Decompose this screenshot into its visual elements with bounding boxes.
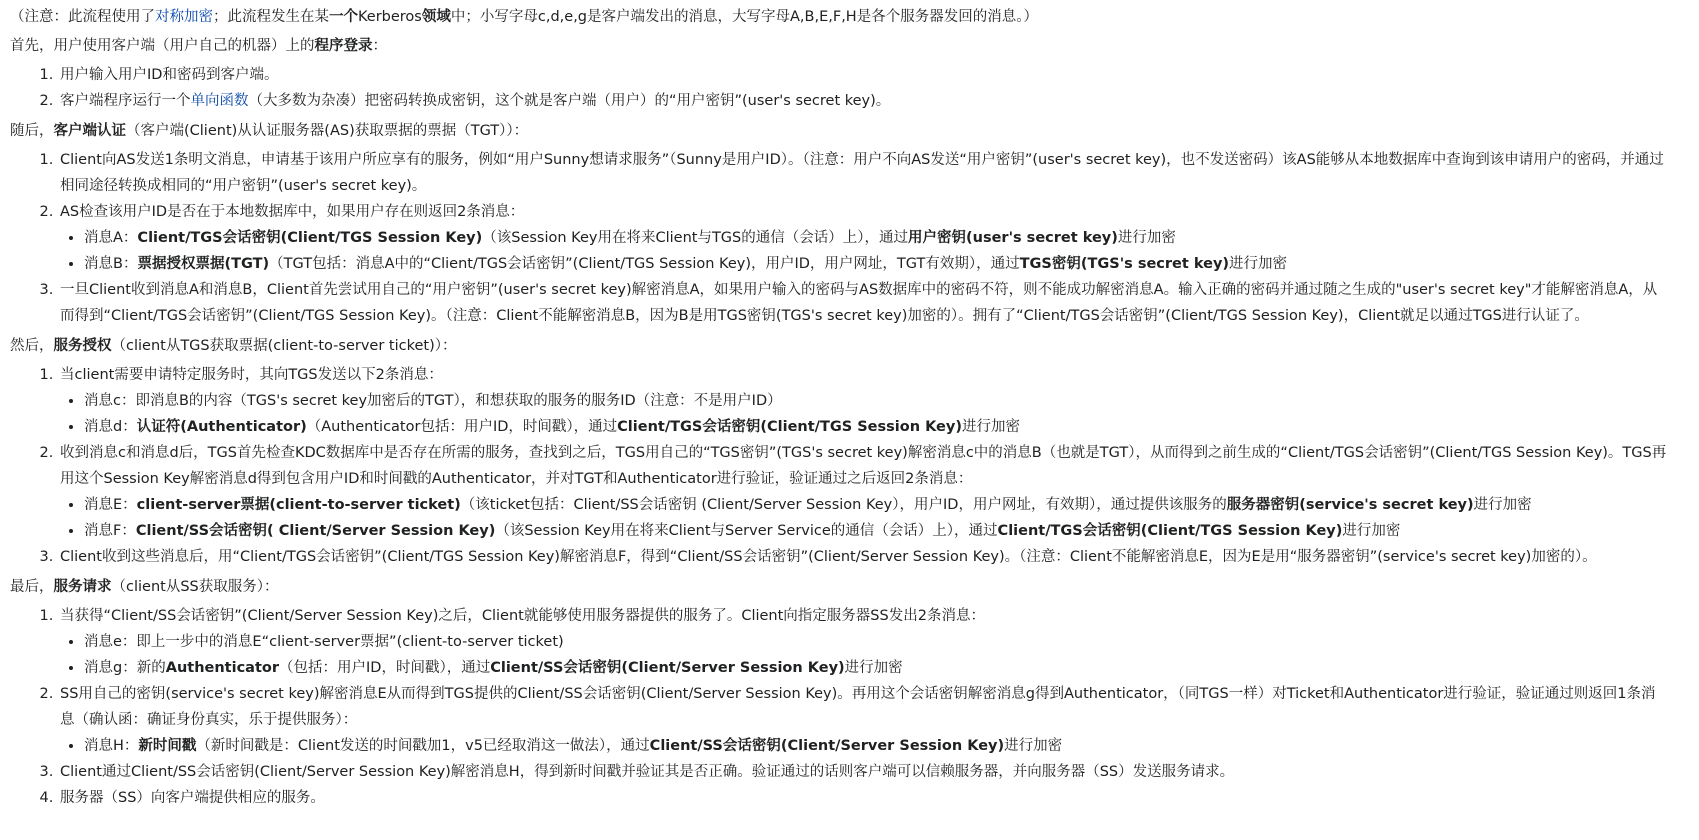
message-list (60, 388, 1669, 440)
item-text: SS用自己的密钥(service's secret key)解密消息E从而得到TGS提供的Client/SS会话密钥(Client/Server Session Key)。再用这个会话密钥解密消息g得到Authenticator，（同TGS一样）对Ticket和Authenticator进行验证，验证通过则返回1条消息（确认函：确证身份真实，乐于提供服务）： (60, 686, 1656, 728)
login-steps (10, 62, 1669, 114)
list-item: 3. Client收到这些消息后，用“Client/TGS会话密钥”(Client/TGS Session Key)解密消息F，得到“Client/SS会话密钥”(Client/Server Session Key)。（注意：Client不能解密消息E，因为E是用“服务器密钥”(service's secret key)加密的）。 (58, 544, 1669, 570)
list-item (58, 440, 1669, 544)
intro-text: ： (372, 38, 387, 54)
message-g: • 消息g：新的Authenticator（包括：用户ID，时间戳），通过Client/SS会话密钥(Client/Server Session Key)进行加密 (84, 655, 1669, 681)
intro-text: 最后， (10, 579, 54, 595)
intro-text: 然后， (10, 338, 54, 354)
list-item (58, 362, 1669, 440)
list-item (58, 88, 1669, 114)
item-text: （大多数为杂凑）把密码转换成密钥，这个就是客户端（用户）的“用户密钥”(user's secret key)。 (248, 93, 891, 109)
list-item: 1. 用户输入用户ID和密码到客户端。 (58, 62, 1669, 88)
note-text: （注意：此流程使用了 (10, 9, 155, 25)
intro-text: （客户端(Client)从认证服务器(AS)获取票据的票据（TGT））： (126, 123, 529, 139)
intro-text: （client从SS获取服务）： (111, 579, 279, 595)
list-item: 3. 一旦Client收到消息A和消息B，Client首先尝试用自己的“用户密钥”(user's secret key)解密消息A，如果用户输入的密码与AS数据库中的密码不符，则不能成功解密消息A。输入正确的密码并通过随之生成的"user's secret key"才能解密消息A，从而得到“Client/TGS会话密钥”(Client/TGS Session Key)。（注意：Client不能解密消息B，因为B是用TGS密钥(TGS's secret key)加密的）。拥有了“Client/TGS会话密钥”(Client/TGS Session Key)，Client就足以通过TGS进行认证了。 (58, 277, 1669, 329)
list-item: 3. Client通过Client/SS会话密钥(Client/Server Session Key)解密消息H，得到新时间戳并验证其是否正确。验证通过的话则客户端可以信赖服务器，并向服务器（SS）发送服务请求。 (58, 759, 1669, 785)
list-item (58, 603, 1669, 681)
message-list (60, 492, 1669, 544)
message-list (60, 629, 1669, 681)
section-service-auth-intro (10, 333, 1669, 359)
message-e-lower: • 消息e：即上一步中的消息E“client-server票据”(client-to-server ticket) (84, 629, 1669, 655)
service-auth-steps (10, 362, 1669, 570)
list-item (58, 199, 1669, 277)
client-auth-steps (10, 147, 1669, 329)
note-text: Kerberos (358, 9, 422, 25)
intro-text: 首先，用户使用客户端（用户自己的机器）上的 (10, 38, 315, 54)
item-text: AS检查该用户ID是否在于本地数据库中，如果用户存在则返回2条消息： (60, 204, 525, 220)
item-text: 收到消息c和消息d后，TGS首先检查KDC数据库中是否存在所需的服务，查找到之后，TGS用自己的“TGS密钥”(TGS's secret key)解密消息c中的消息B（也就是TGT），从而得到之前生成的“Client/TGS会话密钥”(Client/TGS Session Key)。TGS再用这个Session Key解密消息d得到包含用户ID和时间戳的Authenticator，并对TGT和Authenticator进行验证，验证通过之后返回2条消息： (60, 445, 1667, 487)
intro-text: （client从TGS获取票据(client-to-server ticket)）： (111, 338, 457, 354)
message-f: • 消息F：Client/SS会话密钥( Client/Server Session Key)（该Session Key用在将来Client与Server Service的通信（会话）上），通过Client/TGS会话密钥(Client/TGS Session Key)进行加密 (84, 518, 1669, 544)
service-request-steps (10, 603, 1669, 811)
list-item: 4. 服务器（SS）向客户端提供相应的服务。 (58, 785, 1669, 811)
note-text: ；此流程发生在某 (213, 9, 329, 25)
section-service-request-intro (10, 574, 1669, 600)
message-list (60, 225, 1669, 277)
section-heading-service-auth: 服务授权 (53, 338, 112, 354)
item-text: 当获得“Client/SS会话密钥”(Client/Server Session Key)之后，Client就能够使用服务器提供的服务了。Client向指定服务器SS发出2条消息： (60, 608, 985, 624)
symmetric-encryption-link[interactable]: 对称加密 (155, 9, 213, 25)
item-text: 客户端程序运行一个 (60, 93, 191, 109)
section-heading-service-request: 服务请求 (53, 579, 112, 595)
message-b: • 消息B：票据授权票据(TGT)（TGT包括：消息A中的“Client/TGS会话密钥”(Client/TGS Session Key)，用户ID，用户网址，TGT有效期），通过TGS密钥(TGS's secret key)进行加密 (84, 251, 1669, 277)
note-bold: 领域 (421, 9, 451, 25)
intro-text: 随后， (10, 123, 54, 139)
section-heading-login: 程序登录 (314, 38, 373, 54)
section-heading-client-auth: 客户端认证 (53, 123, 126, 139)
section-login-intro (10, 33, 1669, 59)
message-e-upper: • 消息E：client-server票据(client-to-server ticket)（该ticket包括：Client/SS会话密钥 (Client/Server Session Key），用户ID，用户网址，有效期），通过提供该服务的服务器密钥(service's secret key)进行加密 (84, 492, 1669, 518)
list-item: 1. Client向AS发送1条明文消息，申请基于该用户所应享有的服务，例如“用户Sunny想请求服务”（Sunny是用户ID）。（注意：用户不向AS发送“用户密钥”(user's secret key)，也不发送密码）该AS能够从本地数据库中查询到该申请用户的密码，并通过相同途径转换成相同的“用户密钥”(user's secret key)。 (58, 147, 1669, 199)
one-way-function-link[interactable]: 单向函数 (190, 93, 249, 109)
message-c: • 消息c：即消息B的内容（TGS's secret key加密后的TGT），和想获取的服务的服务ID（注意：不是用户ID） (84, 388, 1669, 414)
section-client-auth-intro (10, 118, 1669, 144)
message-d: • 消息d：认证符(Authenticator)（Authenticator包括：用户ID，时间戳），通过Client/TGS会话密钥(Client/TGS Session Key)进行加密 (84, 414, 1669, 440)
note-bold: 一个 (329, 9, 358, 25)
message-a: • 消息A：Client/TGS会话密钥(Client/TGS Session Key)（该Session Key用在将来Client与TGS的通信（会话）上），通过用户密钥(user's secret key)进行加密 (84, 225, 1669, 251)
message-list (60, 733, 1669, 759)
item-text: 当client需要申请特定服务时，其向TGS发送以下2条消息： (60, 367, 443, 383)
note-text: 中；小写字母c,d,e,g是客户端发出的消息，大写字母A,B,E,F,H是各个服务器发回的消息。） (450, 9, 1038, 25)
list-item (58, 681, 1669, 759)
message-h: • 消息H：新时间戳（新时间戳是：Client发送的时间戳加1，v5已经取消这一做法），通过Client/SS会话密钥(Client/Server Session Key)进行加密 (84, 733, 1669, 759)
note-paragraph (10, 4, 1669, 30)
